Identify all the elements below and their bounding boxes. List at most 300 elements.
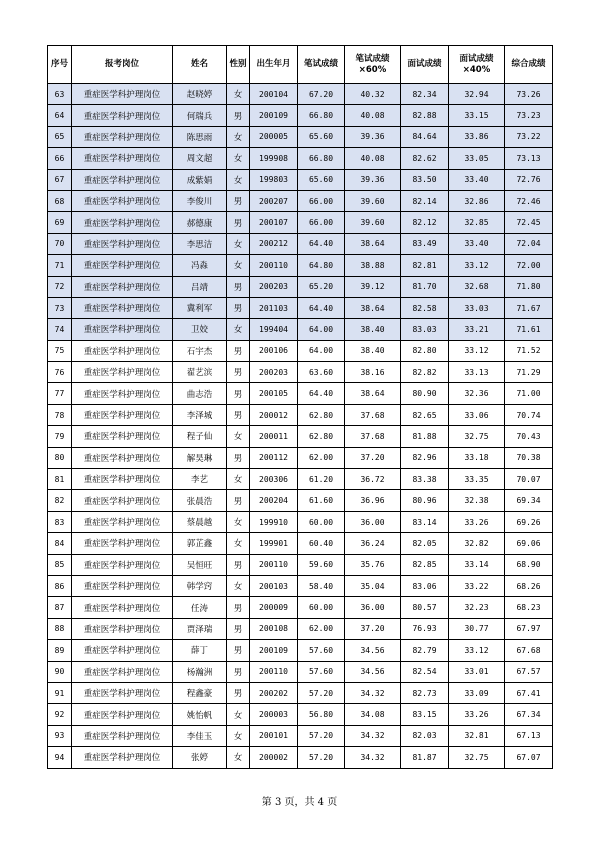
table-cell: 68.23 bbox=[505, 597, 553, 618]
table-cell: 81.87 bbox=[401, 747, 449, 768]
header-cell: 性别 bbox=[227, 46, 250, 84]
table-cell: 程鑫豪 bbox=[173, 682, 227, 703]
table-cell: 女 bbox=[227, 469, 250, 490]
table-cell: 重症医学科护理岗位 bbox=[72, 661, 173, 682]
table-cell: 57.20 bbox=[298, 725, 345, 746]
table-cell: 66.00 bbox=[298, 190, 345, 211]
table-cell: 李泽城 bbox=[173, 404, 227, 425]
table-cell: 200103 bbox=[250, 575, 298, 596]
table-cell: 82.88 bbox=[401, 105, 449, 126]
table-row bbox=[48, 533, 553, 554]
score-table bbox=[47, 45, 553, 769]
table-cell: 82.14 bbox=[401, 190, 449, 211]
table-cell: 64 bbox=[48, 105, 72, 126]
table-cell: 90 bbox=[48, 661, 72, 682]
table-row bbox=[48, 362, 553, 383]
table-cell: 33.03 bbox=[449, 297, 505, 318]
table-cell: 男 bbox=[227, 297, 250, 318]
table-cell: 93 bbox=[48, 725, 72, 746]
table-row bbox=[48, 148, 553, 169]
table-row bbox=[48, 469, 553, 490]
table-cell: 200306 bbox=[250, 469, 298, 490]
table-cell: 32.75 bbox=[449, 747, 505, 768]
table-cell: 64.40 bbox=[298, 297, 345, 318]
table-cell: 男 bbox=[227, 682, 250, 703]
table-cell: 62.80 bbox=[298, 404, 345, 425]
table-cell: 67 bbox=[48, 169, 72, 190]
table-cell: 男 bbox=[227, 661, 250, 682]
table-cell: 成紫娟 bbox=[173, 169, 227, 190]
table-cell: 重症医学科护理岗位 bbox=[72, 297, 173, 318]
table-cell: 66.80 bbox=[298, 148, 345, 169]
table-cell: 57.60 bbox=[298, 640, 345, 661]
table-cell: 66 bbox=[48, 148, 72, 169]
table-row bbox=[48, 255, 553, 276]
table-cell: 200105 bbox=[250, 383, 298, 404]
table-body bbox=[48, 84, 553, 769]
table-cell: 33.18 bbox=[449, 447, 505, 468]
table-row bbox=[48, 105, 553, 126]
table-cell: 程子仙 bbox=[173, 426, 227, 447]
table-cell: 82 bbox=[48, 490, 72, 511]
table-cell: 32.86 bbox=[449, 190, 505, 211]
table-cell: 72.00 bbox=[505, 255, 553, 276]
table-cell: 73.26 bbox=[505, 84, 553, 105]
table-cell: 74 bbox=[48, 319, 72, 340]
table-cell: 重症医学科护理岗位 bbox=[72, 618, 173, 639]
table-cell: 34.56 bbox=[345, 640, 401, 661]
table-cell: 77 bbox=[48, 383, 72, 404]
table-cell: 79 bbox=[48, 426, 72, 447]
table-cell: 周文超 bbox=[173, 148, 227, 169]
table-row bbox=[48, 319, 553, 340]
table-cell: 40.32 bbox=[345, 84, 401, 105]
table-cell: 70 bbox=[48, 233, 72, 254]
table-cell: 64.00 bbox=[298, 340, 345, 361]
table-cell: 37.68 bbox=[345, 426, 401, 447]
table-cell: 重症医学科护理岗位 bbox=[72, 447, 173, 468]
table-cell: 男 bbox=[227, 383, 250, 404]
table-row bbox=[48, 340, 553, 361]
table-cell: 吕靖 bbox=[173, 276, 227, 297]
table-cell: 男 bbox=[227, 618, 250, 639]
table-cell: 88 bbox=[48, 618, 72, 639]
table-cell: 200101 bbox=[250, 725, 298, 746]
table-cell: 贾泽瑞 bbox=[173, 618, 227, 639]
table-cell: 33.26 bbox=[449, 511, 505, 532]
table-cell: 57.20 bbox=[298, 747, 345, 768]
table-cell: 70.74 bbox=[505, 404, 553, 425]
table-cell: 女 bbox=[227, 169, 250, 190]
table-cell: 89 bbox=[48, 640, 72, 661]
table-cell: 37.20 bbox=[345, 447, 401, 468]
table-cell: 重症医学科护理岗位 bbox=[72, 319, 173, 340]
table-cell: 80.57 bbox=[401, 597, 449, 618]
table-cell: 64.00 bbox=[298, 319, 345, 340]
table-cell: 33.12 bbox=[449, 255, 505, 276]
table-cell: 83.06 bbox=[401, 575, 449, 596]
header-cell: 面试成绩 bbox=[401, 46, 449, 84]
table-row bbox=[48, 704, 553, 725]
table-cell: 33.40 bbox=[449, 169, 505, 190]
table-cell: 重症医学科护理岗位 bbox=[72, 340, 173, 361]
table-cell: 59.60 bbox=[298, 554, 345, 575]
table-cell: 33.35 bbox=[449, 469, 505, 490]
table-cell: 72.76 bbox=[505, 169, 553, 190]
header-cell: 综合成绩 bbox=[505, 46, 553, 84]
table-cell: 200104 bbox=[250, 84, 298, 105]
table-cell: 78 bbox=[48, 404, 72, 425]
table-cell: 蔡晨越 bbox=[173, 511, 227, 532]
table-cell: 重症医学科护理岗位 bbox=[72, 682, 173, 703]
table-cell: 赵晓婷 bbox=[173, 84, 227, 105]
table-cell: 200202 bbox=[250, 682, 298, 703]
table-row bbox=[48, 725, 553, 746]
table-row bbox=[48, 190, 553, 211]
table-cell: 33.26 bbox=[449, 704, 505, 725]
table-cell: 61.20 bbox=[298, 469, 345, 490]
table-cell: 81.70 bbox=[401, 276, 449, 297]
table-cell: 200110 bbox=[250, 255, 298, 276]
table-cell: 80 bbox=[48, 447, 72, 468]
table-cell: 38.16 bbox=[345, 362, 401, 383]
table-cell: 200011 bbox=[250, 426, 298, 447]
table-cell: 200012 bbox=[250, 404, 298, 425]
header-cell: 姓名 bbox=[173, 46, 227, 84]
table-cell: 200203 bbox=[250, 362, 298, 383]
table-row bbox=[48, 126, 553, 147]
table-cell: 81.88 bbox=[401, 426, 449, 447]
table-cell: 200003 bbox=[250, 704, 298, 725]
table-cell: 39.36 bbox=[345, 126, 401, 147]
table-cell: 200002 bbox=[250, 747, 298, 768]
table-cell: 40.08 bbox=[345, 105, 401, 126]
table-cell: 62.00 bbox=[298, 447, 345, 468]
table-cell: 67.13 bbox=[505, 725, 553, 746]
table-cell: 68 bbox=[48, 190, 72, 211]
table-cell: 33.05 bbox=[449, 148, 505, 169]
table-cell: 32.81 bbox=[449, 725, 505, 746]
table-cell: 60.00 bbox=[298, 597, 345, 618]
table-cell: 重症医学科护理岗位 bbox=[72, 362, 173, 383]
table-cell: 200110 bbox=[250, 661, 298, 682]
table-cell: 35.76 bbox=[345, 554, 401, 575]
table-cell: 86 bbox=[48, 575, 72, 596]
table-cell: 68.90 bbox=[505, 554, 553, 575]
table-cell: 李佳玉 bbox=[173, 725, 227, 746]
table-cell: 34.56 bbox=[345, 661, 401, 682]
table-cell: 重症医学科护理岗位 bbox=[72, 490, 173, 511]
table-cell: 82.54 bbox=[401, 661, 449, 682]
table-cell: 94 bbox=[48, 747, 72, 768]
table-row bbox=[48, 426, 553, 447]
table-cell: 男 bbox=[227, 105, 250, 126]
table-cell: 32.36 bbox=[449, 383, 505, 404]
table-cell: 72.46 bbox=[505, 190, 553, 211]
table-cell: 73 bbox=[48, 297, 72, 318]
table-cell: 33.12 bbox=[449, 340, 505, 361]
table-cell: 92 bbox=[48, 704, 72, 725]
table-cell: 83.03 bbox=[401, 319, 449, 340]
table-cell: 57.20 bbox=[298, 682, 345, 703]
header-cell: 面试成绩 ×40% bbox=[449, 46, 505, 84]
table-cell: 65.20 bbox=[298, 276, 345, 297]
table-cell: 男 bbox=[227, 597, 250, 618]
table-cell: 33.06 bbox=[449, 404, 505, 425]
table-cell: 重症医学科护理岗位 bbox=[72, 469, 173, 490]
table-cell: 38.64 bbox=[345, 383, 401, 404]
table-cell: 李俊川 bbox=[173, 190, 227, 211]
table-row bbox=[48, 490, 553, 511]
table-cell: 62.80 bbox=[298, 426, 345, 447]
table-cell: 33.40 bbox=[449, 233, 505, 254]
table-cell: 67.20 bbox=[298, 84, 345, 105]
table-cell: 男 bbox=[227, 447, 250, 468]
table-cell: 84 bbox=[48, 533, 72, 554]
page-footer: 第 3 页，共 4 页 bbox=[261, 797, 338, 808]
table-cell: 33.13 bbox=[449, 362, 505, 383]
table-cell: 男 bbox=[227, 190, 250, 211]
table-cell: 男 bbox=[227, 212, 250, 233]
table-cell: 石宇杰 bbox=[173, 340, 227, 361]
table-cell: 冀利军 bbox=[173, 297, 227, 318]
table-cell: 200109 bbox=[250, 105, 298, 126]
table-cell: 200005 bbox=[250, 126, 298, 147]
table-cell: 34.32 bbox=[345, 747, 401, 768]
table-cell: 58.40 bbox=[298, 575, 345, 596]
table-cell: 33.21 bbox=[449, 319, 505, 340]
table-cell: 64.40 bbox=[298, 233, 345, 254]
table-cell: 杨瀚洲 bbox=[173, 661, 227, 682]
table-cell: 33.22 bbox=[449, 575, 505, 596]
table-cell: 75 bbox=[48, 340, 72, 361]
table-cell: 37.68 bbox=[345, 404, 401, 425]
table-cell: 重症医学科护理岗位 bbox=[72, 704, 173, 725]
table-cell: 男 bbox=[227, 640, 250, 661]
table-cell: 72 bbox=[48, 276, 72, 297]
table-cell: 199908 bbox=[250, 148, 298, 169]
table-cell: 冯淼 bbox=[173, 255, 227, 276]
table-cell: 33.15 bbox=[449, 105, 505, 126]
table-row bbox=[48, 212, 553, 233]
table-row bbox=[48, 404, 553, 425]
table-cell: 63 bbox=[48, 84, 72, 105]
table-cell: 张婷 bbox=[173, 747, 227, 768]
table-cell: 女 bbox=[227, 126, 250, 147]
table-cell: 66.80 bbox=[298, 105, 345, 126]
table-cell: 66.00 bbox=[298, 212, 345, 233]
table-cell: 36.96 bbox=[345, 490, 401, 511]
table-cell: 65 bbox=[48, 126, 72, 147]
table-cell: 71.67 bbox=[505, 297, 553, 318]
table-cell: 64.40 bbox=[298, 383, 345, 404]
table-cell: 38.40 bbox=[345, 319, 401, 340]
table-cell: 71.00 bbox=[505, 383, 553, 404]
table-cell: 32.38 bbox=[449, 490, 505, 511]
table-cell: 重症医学科护理岗位 bbox=[72, 511, 173, 532]
table-cell: 重症医学科护理岗位 bbox=[72, 84, 173, 105]
table-row bbox=[48, 682, 553, 703]
table-cell: 60.40 bbox=[298, 533, 345, 554]
table-cell: 重症医学科护理岗位 bbox=[72, 426, 173, 447]
table-cell: 女 bbox=[227, 575, 250, 596]
table-cell: 35.04 bbox=[345, 575, 401, 596]
table-cell: 33.86 bbox=[449, 126, 505, 147]
table-row bbox=[48, 447, 553, 468]
table-cell: 67.07 bbox=[505, 747, 553, 768]
table-cell: 36.24 bbox=[345, 533, 401, 554]
table-cell: 84.64 bbox=[401, 126, 449, 147]
table-row bbox=[48, 276, 553, 297]
table-cell: 87 bbox=[48, 597, 72, 618]
table-cell: 女 bbox=[227, 704, 250, 725]
table-cell: 200109 bbox=[250, 640, 298, 661]
table-cell: 38.88 bbox=[345, 255, 401, 276]
table-row bbox=[48, 233, 553, 254]
table-cell: 82.03 bbox=[401, 725, 449, 746]
table-cell: 39.36 bbox=[345, 169, 401, 190]
table-cell: 32.82 bbox=[449, 533, 505, 554]
table-cell: 67.68 bbox=[505, 640, 553, 661]
table-cell: 201103 bbox=[250, 297, 298, 318]
table-cell: 重症医学科护理岗位 bbox=[72, 148, 173, 169]
table-cell: 薛丁 bbox=[173, 640, 227, 661]
table-cell: 200212 bbox=[250, 233, 298, 254]
table-cell: 女 bbox=[227, 148, 250, 169]
table-cell: 36.00 bbox=[345, 511, 401, 532]
table-cell: 重症医学科护理岗位 bbox=[72, 533, 173, 554]
header-row bbox=[48, 46, 553, 84]
table-cell: 200203 bbox=[250, 276, 298, 297]
table-row bbox=[48, 640, 553, 661]
table-cell: 85 bbox=[48, 554, 72, 575]
table-cell: 女 bbox=[227, 725, 250, 746]
table-row bbox=[48, 597, 553, 618]
table-cell: 女 bbox=[227, 233, 250, 254]
table-cell: 72.45 bbox=[505, 212, 553, 233]
table-cell: 82.65 bbox=[401, 404, 449, 425]
table-cell: 62.00 bbox=[298, 618, 345, 639]
table-cell: 女 bbox=[227, 319, 250, 340]
table-cell: 67.57 bbox=[505, 661, 553, 682]
table-cell: 70.38 bbox=[505, 447, 553, 468]
table-row bbox=[48, 618, 553, 639]
table-cell: 39.12 bbox=[345, 276, 401, 297]
table-cell: 张晨浩 bbox=[173, 490, 227, 511]
table-cell: 郝德康 bbox=[173, 212, 227, 233]
table-cell: 重症医学科护理岗位 bbox=[72, 255, 173, 276]
table-cell: 65.60 bbox=[298, 126, 345, 147]
table-cell: 郭芷鑫 bbox=[173, 533, 227, 554]
table-cell: 39.60 bbox=[345, 212, 401, 233]
table-cell: 69.06 bbox=[505, 533, 553, 554]
header-cell: 笔试成绩 ×60% bbox=[345, 46, 401, 84]
table-cell: 72.04 bbox=[505, 233, 553, 254]
table-cell: 83.50 bbox=[401, 169, 449, 190]
table-cell: 重症医学科护理岗位 bbox=[72, 233, 173, 254]
table-cell: 李艺 bbox=[173, 469, 227, 490]
table-cell: 200106 bbox=[250, 340, 298, 361]
table-cell: 33.09 bbox=[449, 682, 505, 703]
table-cell: 33.12 bbox=[449, 640, 505, 661]
table-cell: 解昊琳 bbox=[173, 447, 227, 468]
table-cell: 73.13 bbox=[505, 148, 553, 169]
table-cell: 200110 bbox=[250, 554, 298, 575]
table-cell: 重症医学科护理岗位 bbox=[72, 383, 173, 404]
table-cell: 姚怡帆 bbox=[173, 704, 227, 725]
table-cell: 女 bbox=[227, 426, 250, 447]
table-cell: 82.58 bbox=[401, 297, 449, 318]
table-cell: 重症医学科护理岗位 bbox=[72, 747, 173, 768]
table-cell: 199404 bbox=[250, 319, 298, 340]
table-cell: 67.34 bbox=[505, 704, 553, 725]
table-cell: 男 bbox=[227, 554, 250, 575]
table-cell: 重症医学科护理岗位 bbox=[72, 554, 173, 575]
table-cell: 67.41 bbox=[505, 682, 553, 703]
table-cell: 李思洁 bbox=[173, 233, 227, 254]
table-cell: 71.52 bbox=[505, 340, 553, 361]
table-cell: 32.68 bbox=[449, 276, 505, 297]
table-cell: 82.85 bbox=[401, 554, 449, 575]
table-cell: 199803 bbox=[250, 169, 298, 190]
table-cell: 40.08 bbox=[345, 148, 401, 169]
table-cell: 82.82 bbox=[401, 362, 449, 383]
table-cell: 重症医学科护理岗位 bbox=[72, 640, 173, 661]
table-cell: 36.72 bbox=[345, 469, 401, 490]
table-cell: 82.81 bbox=[401, 255, 449, 276]
table-cell: 34.08 bbox=[345, 704, 401, 725]
header-cell: 报考岗位 bbox=[72, 46, 173, 84]
table-cell: 重症医学科护理岗位 bbox=[72, 105, 173, 126]
header-cell: 序号 bbox=[48, 46, 72, 84]
table-cell: 200204 bbox=[250, 490, 298, 511]
table-cell: 69 bbox=[48, 212, 72, 233]
table-cell: 73.23 bbox=[505, 105, 553, 126]
table-cell: 陈思雨 bbox=[173, 126, 227, 147]
table-row bbox=[48, 661, 553, 682]
table-cell: 32.23 bbox=[449, 597, 505, 618]
table-cell: 200108 bbox=[250, 618, 298, 639]
table-cell: 82.62 bbox=[401, 148, 449, 169]
table-cell: 91 bbox=[48, 682, 72, 703]
table-cell: 重症医学科护理岗位 bbox=[72, 190, 173, 211]
table-cell: 吴恒旺 bbox=[173, 554, 227, 575]
table-cell: 重症医学科护理岗位 bbox=[72, 597, 173, 618]
table-cell: 36.00 bbox=[345, 597, 401, 618]
table-cell: 70.43 bbox=[505, 426, 553, 447]
table-cell: 34.32 bbox=[345, 725, 401, 746]
table-cell: 82.73 bbox=[401, 682, 449, 703]
table-cell: 女 bbox=[227, 747, 250, 768]
table-cell: 64.80 bbox=[298, 255, 345, 276]
table-cell: 卫姣 bbox=[173, 319, 227, 340]
table-cell: 200107 bbox=[250, 212, 298, 233]
table-row bbox=[48, 297, 553, 318]
table-cell: 81 bbox=[48, 469, 72, 490]
table-cell: 68.26 bbox=[505, 575, 553, 596]
table-cell: 73.22 bbox=[505, 126, 553, 147]
table-cell: 76.93 bbox=[401, 618, 449, 639]
table-cell: 57.60 bbox=[298, 661, 345, 682]
table-cell: 重症医学科护理岗位 bbox=[72, 404, 173, 425]
table-cell: 韩学窍 bbox=[173, 575, 227, 596]
table-cell: 82.05 bbox=[401, 533, 449, 554]
table-cell: 83.49 bbox=[401, 233, 449, 254]
table-cell: 83.14 bbox=[401, 511, 449, 532]
table-cell: 39.60 bbox=[345, 190, 401, 211]
table-cell: 重症医学科护理岗位 bbox=[72, 575, 173, 596]
table-cell: 重症医学科护理岗位 bbox=[72, 725, 173, 746]
